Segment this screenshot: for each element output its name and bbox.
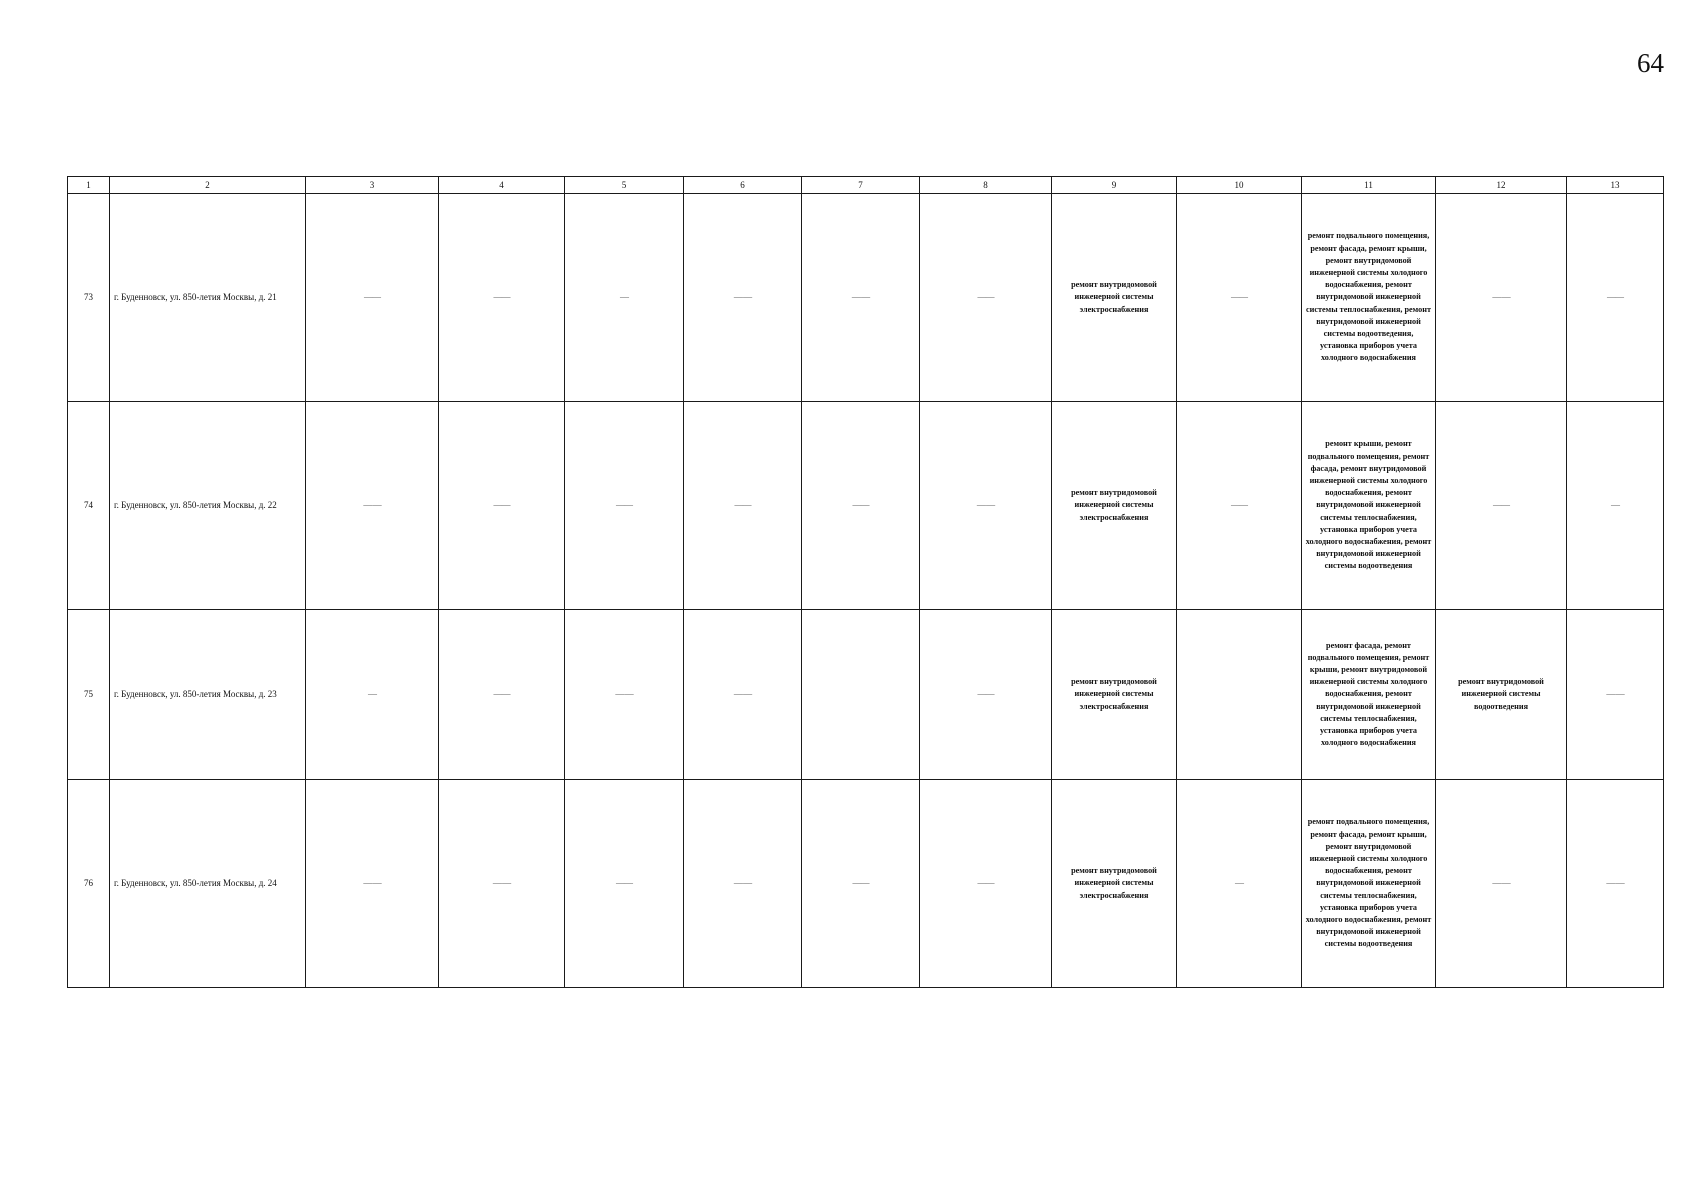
empty-dash: — — [363,878,381,889]
cell-col-5 [565,402,684,610]
table-row [68,402,1664,610]
column-header-10: 10 [1177,177,1302,194]
column-header-12: 12 [1436,177,1567,194]
empty-dash: —— [734,500,751,511]
cell-col-13 [1567,402,1664,610]
cell-col-4 [439,780,565,988]
empty-dash: —— [977,689,994,700]
empty-dash: —— [852,500,869,511]
empty-dash: — — [851,292,870,303]
table-row [68,194,1664,402]
empty-dash: — — [1606,689,1624,700]
empty-dash: —— [493,292,510,303]
empty-dash: — [1611,500,1619,511]
address-cell: г. Буденновск, ул. 850-летия Москвы, д. 24 [110,780,306,988]
cell-col-4 [439,610,565,780]
repair-schedule-table [67,176,1664,988]
cell-col-5 [565,610,684,780]
empty-dash: —— [977,292,994,303]
address-cell: г. Буденновск, ул. 850-летия Москвы, д. 23 [110,610,306,780]
empty-dash: — — [976,500,995,511]
table-row [68,610,1664,780]
column-header-4: 4 [439,177,565,194]
row-number: 75 [68,610,110,780]
empty-dash: — — [733,878,752,889]
cell-col-3 [306,194,439,402]
cell-col-7 [802,194,920,402]
cell-col-13 [1567,780,1664,988]
empty-dash: — — [1606,878,1624,889]
cell-col-12 [1436,402,1567,610]
cell-col-5 [565,194,684,402]
cell-col-12 [1436,780,1567,988]
repair-works-cell: ремонт подвального помещения, ремонт фасада, ремонт крыши, ремонт внутридомовой инженерной системы холодного водоснабжения, ремонт внутридомовой инженерной системы теплоснабжения, ремонт внутридомовой инженерной системы водоотведения, установка приборов учета холодного водоснабжения [1302,194,1436,402]
cell-col-10 [1177,780,1302,988]
column-header-8: 8 [920,177,1052,194]
column-header-11: 11 [1302,177,1436,194]
cell-col-13 [1567,194,1664,402]
empty-dash: —— [493,689,510,700]
column-header-5: 5 [565,177,684,194]
row-number: 73 [68,194,110,402]
cell-col-6 [684,780,802,988]
column-header-3: 3 [306,177,439,194]
column-header-7: 7 [802,177,920,194]
empty-dash: — — [1492,292,1510,303]
cell-col-10 [1177,610,1302,780]
column-header-2: 2 [110,177,306,194]
cell-col-8 [920,194,1052,402]
cell-col-8 [920,610,1052,780]
row-number: 74 [68,402,110,610]
empty-dash: — — [1492,878,1510,889]
cell-col-13 [1567,610,1664,780]
cell-col-8 [920,402,1052,610]
cell-col-8 [920,780,1052,988]
empty-dash: — [620,292,628,303]
empty-dash: —— [364,292,380,303]
repair-works-cell: ремонт фасада, ремонт подвального помещения, ремонт крыши, ремонт внутридомовой инженерной системы холодного водоснабжения, ремонт внутридомовой инженерной системы теплоснабжения, установка приборов учета холодного водоснабжения [1302,610,1436,780]
cell-col-7 [802,402,920,610]
cell-col-3 [306,780,439,988]
empty-dash: —— [1231,500,1247,511]
electric-repair-cell: ремонт внутридомовой инженерной системы электроснабжения [1052,402,1177,610]
header-row [68,177,1664,194]
electric-repair-cell: ремонт внутридомовой инженерной системы электроснабжения [1052,780,1177,988]
column-header-13: 13 [1567,177,1664,194]
cell-col-4 [439,194,565,402]
cell-col-5 [565,780,684,988]
address-cell: г. Буденновск, ул. 850-летия Москвы, д. 21 [110,194,306,402]
empty-dash: — — [733,292,752,303]
empty-dash: — — [492,878,511,889]
repair-works-cell: ремонт крыши, ремонт подвального помещения, ремонт фасада, ремонт внутридомовой инженерной системы холодного водоснабжения, ремонт внутридомовой инженерной системы теплоснабжения, установка приборов учета холодного водоснабжения, ремонт внутридомовой инженерной системы водоотведения [1302,402,1436,610]
empty-dash: —— [1607,292,1623,303]
empty-dash: — — [363,500,381,511]
empty-dash: —— [616,500,632,511]
cell-col-12 [1436,194,1567,402]
empty-dash: —— [1493,500,1509,511]
column-header-6: 6 [684,177,802,194]
drainage-repair-cell: ремонт внутридомовой инженерной системы водоотведения [1436,610,1567,780]
cell-col-10 [1177,402,1302,610]
cell-col-7 [802,610,920,780]
cell-col-10 [1177,194,1302,402]
cell-col-3 [306,402,439,610]
empty-dash: —— [977,878,994,889]
empty-dash: —— [852,878,869,889]
cell-col-4 [439,402,565,610]
row-number: 76 [68,780,110,988]
empty-dash: —— [493,500,510,511]
electric-repair-cell: ремонт внутридомовой инженерной системы электроснабжения [1052,610,1177,780]
page-number: 64 [1637,48,1664,78]
column-header-1: 1 [68,177,110,194]
empty-dash: — [1235,878,1243,889]
electric-repair-cell: ремонт внутридомовой инженерной системы электроснабжения [1052,194,1177,402]
empty-dash: —— [616,878,632,889]
cell-col-7 [802,780,920,988]
cell-col-3 [306,610,439,780]
address-cell: г. Буденновск, ул. 850-летия Москвы, д. 22 [110,402,306,610]
empty-dash: —— [1231,292,1247,303]
column-header-9: 9 [1052,177,1177,194]
cell-col-6 [684,402,802,610]
empty-dash: — — [615,689,633,700]
empty-dash: — [368,689,376,700]
table-row [68,780,1664,988]
cell-col-6 [684,610,802,780]
empty-dash: — — [733,689,752,700]
cell-col-6 [684,194,802,402]
repair-works-cell: ремонт подвального помещения, ремонт фасада, ремонт крыши, ремонт внутридомовой инженерной системы холодного водоснабжения, ремонт внутридомовой инженерной системы теплоснабжения, установка приборов учета холодного водоснабжения, ремонт внутридомовой инженерной системы водоотведения [1302,780,1436,988]
